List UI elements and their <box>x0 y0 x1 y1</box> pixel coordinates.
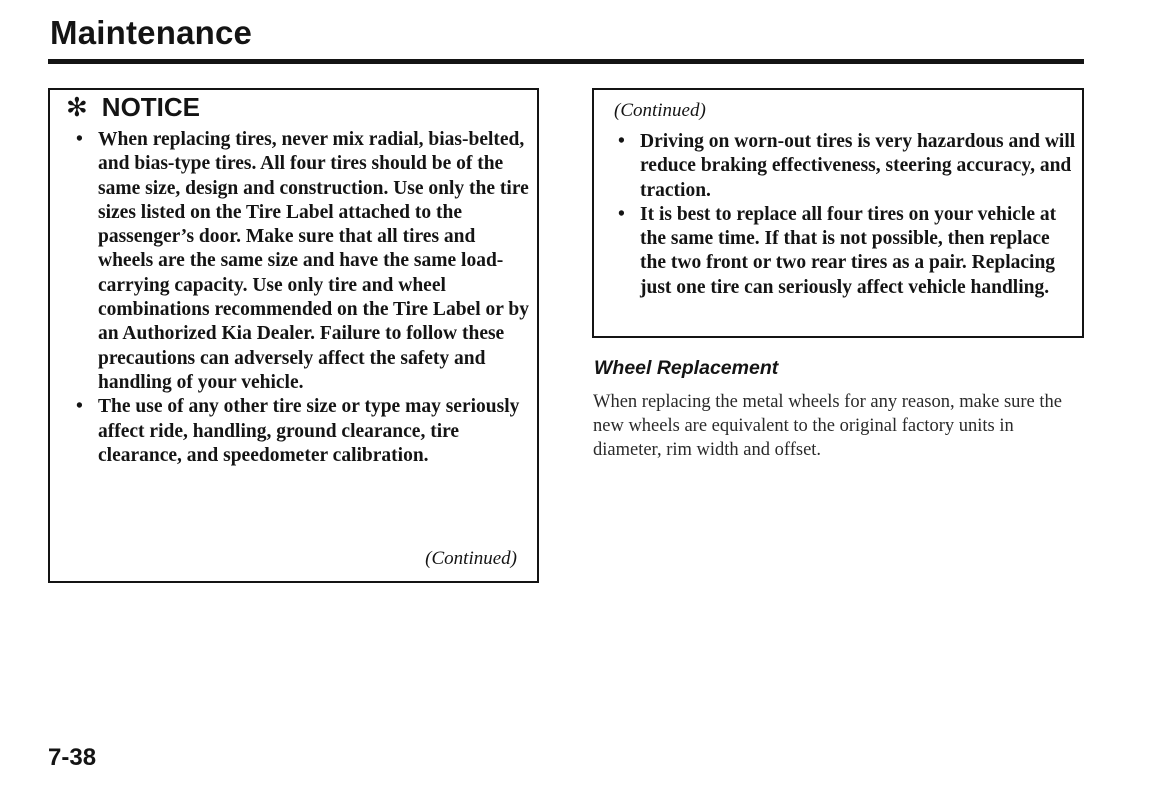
notice-box <box>48 88 539 583</box>
notice-bullet-item <box>74 128 534 395</box>
bullet-icon: • <box>76 129 83 150</box>
continued-bullet-list <box>616 130 1076 300</box>
continued-bullet-text: Driving on worn-out tires is very hazardous and will reduce braking effectiveness, steering accuracy, and traction. <box>640 131 1076 201</box>
bullet-icon: • <box>618 203 625 225</box>
notice-bullet-list <box>74 128 534 468</box>
notice-bullet-text: When replacing tires, never mix radial, bias-belted, and bias-type tires. All four tires should be of the same size, design and construction. Use only the tire sizes listed on the Tire Label attached to the passenger’s door. Make sure that all tires and wheels are the same size and have the same load-carrying capacity. Use only tire and wheel combinations recommended on the Tire Label or by an Authorized Kia Dealer. Failure to follow these precautions can adversely affect the safety and handling of your vehicle. <box>98 129 530 393</box>
continued-bullet-item <box>616 203 1076 300</box>
header-divider <box>48 59 1084 64</box>
continued-bullet-item <box>616 130 1076 203</box>
bullet-icon: • <box>618 131 625 152</box>
continued-bullet-text: It is best to replace all four tires on your vehicle at the same time. If that is not possible, then replace the two front or two rear tires as a pair. Replacing just one tire can seriously affect vehicle handling. <box>640 203 1057 298</box>
continued-notice-box <box>592 88 1084 338</box>
notice-title: NOTICE <box>101 92 201 122</box>
continued-label: (Continued) <box>425 548 517 569</box>
notice-bullet-item <box>74 395 534 468</box>
bullet-icon: • <box>76 396 83 418</box>
section-heading-wheel-replacement: Wheel Replacement <box>594 357 779 379</box>
page-title: Maintenance <box>50 14 253 51</box>
wheel-replacement-paragraph: When replacing the metal wheels for any reason, make sure the new wheels are equivalent to the original factory units in diameter, rim width and offset. <box>593 392 1062 460</box>
asterisk-star-icon: ✻ <box>66 92 88 122</box>
continued-heading: (Continued) <box>614 100 706 121</box>
notice-bullet-text: The use of any other tire size or type may seriously affect ride, handling, ground clearance, tire clearance, and speedometer calibration. <box>98 396 520 466</box>
page-number: 7-38 <box>48 744 97 771</box>
notice-heading <box>66 92 200 123</box>
